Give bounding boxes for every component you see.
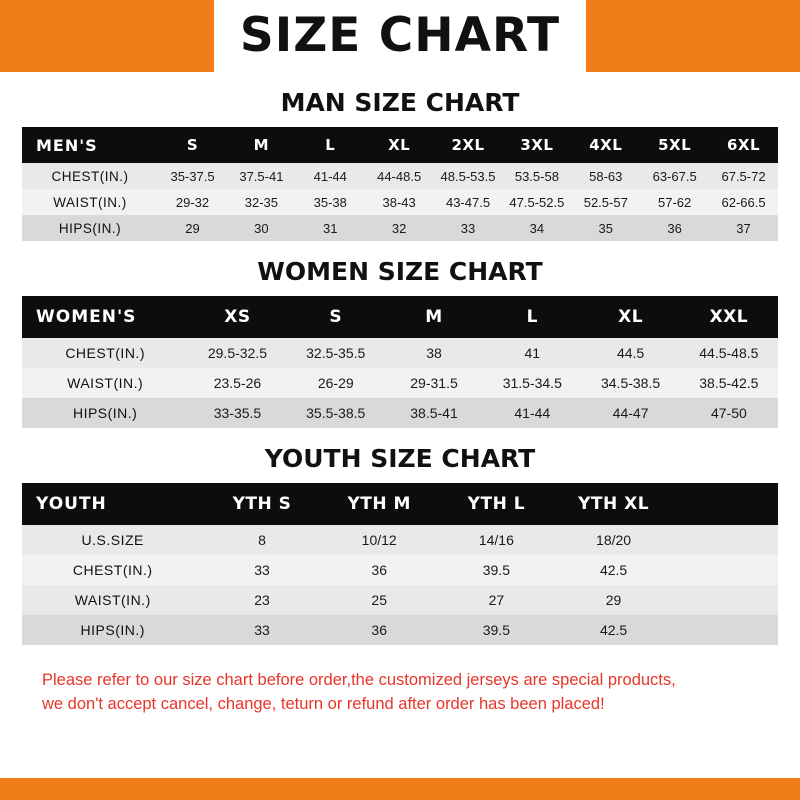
- youth-cell-0-spacer: [672, 525, 778, 555]
- women-header-cell-5: XL: [581, 296, 679, 338]
- men-cell-1-6: 52.5-57: [571, 189, 640, 215]
- table-row: [22, 189, 778, 215]
- men-cell-2-3: 32: [365, 215, 434, 241]
- women-cell-2-0: 33-35.5: [188, 398, 286, 428]
- men-header-cell-9: 6XL: [709, 127, 778, 163]
- women-cell-1-3: 31.5-34.5: [483, 368, 581, 398]
- youth-header-cell-1: YTH S: [203, 483, 320, 525]
- men-cell-1-0: 29-32: [158, 189, 227, 215]
- footer-note-line-1: Please refer to our size chart before order,the customized jerseys are special products,: [42, 671, 676, 689]
- men-cell-1-3: 38-43: [365, 189, 434, 215]
- youth-size-section: [22, 444, 778, 645]
- women-header-cell-1: XS: [188, 296, 286, 338]
- youth-row-label-3: HIPS(IN.): [22, 615, 203, 645]
- men-cell-1-4: 43-47.5: [434, 189, 503, 215]
- men-cell-2-7: 36: [640, 215, 709, 241]
- youth-cell-1-2: 39.5: [438, 555, 555, 585]
- youth-cell-3-1: 36: [321, 615, 438, 645]
- men-header-cell-8: 5XL: [640, 127, 709, 163]
- women-section-title: WOMEN SIZE CHART: [257, 257, 543, 286]
- men-header-cell-7: 4XL: [571, 127, 640, 163]
- youth-cell-1-3: 42.5: [555, 555, 672, 585]
- men-header-cell-2: M: [227, 127, 296, 163]
- youth-cell-1-1: 36: [321, 555, 438, 585]
- youth-cell-0-0: 8: [203, 525, 320, 555]
- women-cell-0-2: 38: [385, 338, 483, 368]
- women-cell-1-1: 26-29: [287, 368, 385, 398]
- men-row-label-0: CHEST(IN.): [22, 163, 158, 189]
- youth-cell-3-spacer: [672, 615, 778, 645]
- youth-cell-0-2: 14/16: [438, 525, 555, 555]
- youth-cell-1-0: 33: [203, 555, 320, 585]
- men-header-cell-4: XL: [365, 127, 434, 163]
- youth-header-cell-2: YTH M: [321, 483, 438, 525]
- men-cell-0-5: 53.5-58: [502, 163, 571, 189]
- men-header-cell-3: L: [296, 127, 365, 163]
- women-header-cell-6: XXL: [680, 296, 778, 338]
- footer-note-line-2: we don't accept cancel, change, teturn or refund after order has been placed!: [42, 694, 605, 713]
- footer-accent-strip: [0, 778, 800, 800]
- women-cell-2-3: 41-44: [483, 398, 581, 428]
- table-header-row: [22, 296, 778, 338]
- table-row: [22, 338, 778, 368]
- men-size-table: [22, 127, 778, 241]
- youth-size-table: [22, 483, 778, 645]
- women-cell-0-4: 44.5: [581, 338, 679, 368]
- women-cell-2-5: 47-50: [680, 398, 778, 428]
- men-size-section: [22, 88, 778, 241]
- youth-cell-2-1: 25: [321, 585, 438, 615]
- youth-cell-3-2: 39.5: [438, 615, 555, 645]
- footer-note: [22, 659, 778, 731]
- men-cell-1-5: 47.5-52.5: [502, 189, 571, 215]
- women-cell-0-5: 44.5-48.5: [680, 338, 778, 368]
- youth-cell-2-spacer: [672, 585, 778, 615]
- men-header-cell-1: S: [158, 127, 227, 163]
- women-size-section: [22, 257, 778, 428]
- page-title: SIZE CHART: [214, 0, 586, 72]
- banner-left-bar: [0, 0, 22, 72]
- youth-row-label-1: CHEST(IN.): [22, 555, 203, 585]
- men-cell-0-2: 41-44: [296, 163, 365, 189]
- youth-header-cell-4: YTH XL: [555, 483, 672, 525]
- youth-cell-0-3: 18/20: [555, 525, 672, 555]
- youth-row-label-0: U.S.SIZE: [22, 525, 203, 555]
- youth-header-cell-0: YOUTH: [22, 483, 203, 525]
- women-header-cell-4: L: [483, 296, 581, 338]
- women-cell-2-4: 44-47: [581, 398, 679, 428]
- chart-content: [0, 72, 800, 778]
- women-cell-2-1: 35.5-38.5: [287, 398, 385, 428]
- banner-right-bar: [778, 0, 800, 72]
- table-header-row: [22, 127, 778, 163]
- women-size-table: [22, 296, 778, 428]
- youth-cell-2-0: 23: [203, 585, 320, 615]
- women-row-label-1: WAIST(IN.): [22, 368, 188, 398]
- men-cell-0-8: 67.5-72: [709, 163, 778, 189]
- men-row-label-1: WAIST(IN.): [22, 189, 158, 215]
- youth-header-spacer: [672, 483, 778, 525]
- youth-cell-2-2: 27: [438, 585, 555, 615]
- table-row: [22, 555, 778, 585]
- men-cell-0-6: 58-63: [571, 163, 640, 189]
- men-section-title: MAN SIZE CHART: [280, 88, 520, 117]
- table-header-row: [22, 483, 778, 525]
- women-cell-1-5: 38.5-42.5: [680, 368, 778, 398]
- men-cell-2-6: 35: [571, 215, 640, 241]
- women-header-cell-3: M: [385, 296, 483, 338]
- table-row: [22, 215, 778, 241]
- women-header-cell-0: WOMEN'S: [22, 296, 188, 338]
- men-header-cell-5: 2XL: [434, 127, 503, 163]
- header-banner: [0, 0, 800, 72]
- men-cell-1-7: 57-62: [640, 189, 709, 215]
- youth-cell-3-3: 42.5: [555, 615, 672, 645]
- women-cell-1-2: 29-31.5: [385, 368, 483, 398]
- men-cell-0-3: 44-48.5: [365, 163, 434, 189]
- women-cell-2-2: 38.5-41: [385, 398, 483, 428]
- table-row: [22, 163, 778, 189]
- women-cell-0-1: 32.5-35.5: [287, 338, 385, 368]
- women-row-label-2: HIPS(IN.): [22, 398, 188, 428]
- youth-cell-3-0: 33: [203, 615, 320, 645]
- men-cell-2-8: 37: [709, 215, 778, 241]
- women-row-label-0: CHEST(IN.): [22, 338, 188, 368]
- women-header-cell-2: S: [287, 296, 385, 338]
- youth-cell-0-1: 10/12: [321, 525, 438, 555]
- men-header-cell-0: MEN'S: [22, 127, 158, 163]
- women-cell-0-3: 41: [483, 338, 581, 368]
- youth-row-label-2: WAIST(IN.): [22, 585, 203, 615]
- youth-cell-1-spacer: [672, 555, 778, 585]
- men-cell-1-2: 35-38: [296, 189, 365, 215]
- men-cell-1-8: 62-66.5: [709, 189, 778, 215]
- youth-cell-2-3: 29: [555, 585, 672, 615]
- men-cell-2-4: 33: [434, 215, 503, 241]
- youth-section-title: YOUTH SIZE CHART: [264, 444, 536, 473]
- women-cell-1-0: 23.5-26: [188, 368, 286, 398]
- women-cell-0-0: 29.5-32.5: [188, 338, 286, 368]
- men-cell-2-2: 31: [296, 215, 365, 241]
- table-row: [22, 525, 778, 555]
- men-cell-0-4: 48.5-53.5: [434, 163, 503, 189]
- men-row-label-2: HIPS(IN.): [22, 215, 158, 241]
- men-cell-0-0: 35-37.5: [158, 163, 227, 189]
- table-row: [22, 398, 778, 428]
- men-cell-2-0: 29: [158, 215, 227, 241]
- men-cell-0-7: 63-67.5: [640, 163, 709, 189]
- men-cell-1-1: 32-35: [227, 189, 296, 215]
- men-cell-2-1: 30: [227, 215, 296, 241]
- men-cell-2-5: 34: [502, 215, 571, 241]
- table-row: [22, 368, 778, 398]
- table-row: [22, 615, 778, 645]
- men-header-cell-6: 3XL: [502, 127, 571, 163]
- women-cell-1-4: 34.5-38.5: [581, 368, 679, 398]
- table-row: [22, 585, 778, 615]
- youth-header-cell-3: YTH L: [438, 483, 555, 525]
- men-cell-0-1: 37.5-41: [227, 163, 296, 189]
